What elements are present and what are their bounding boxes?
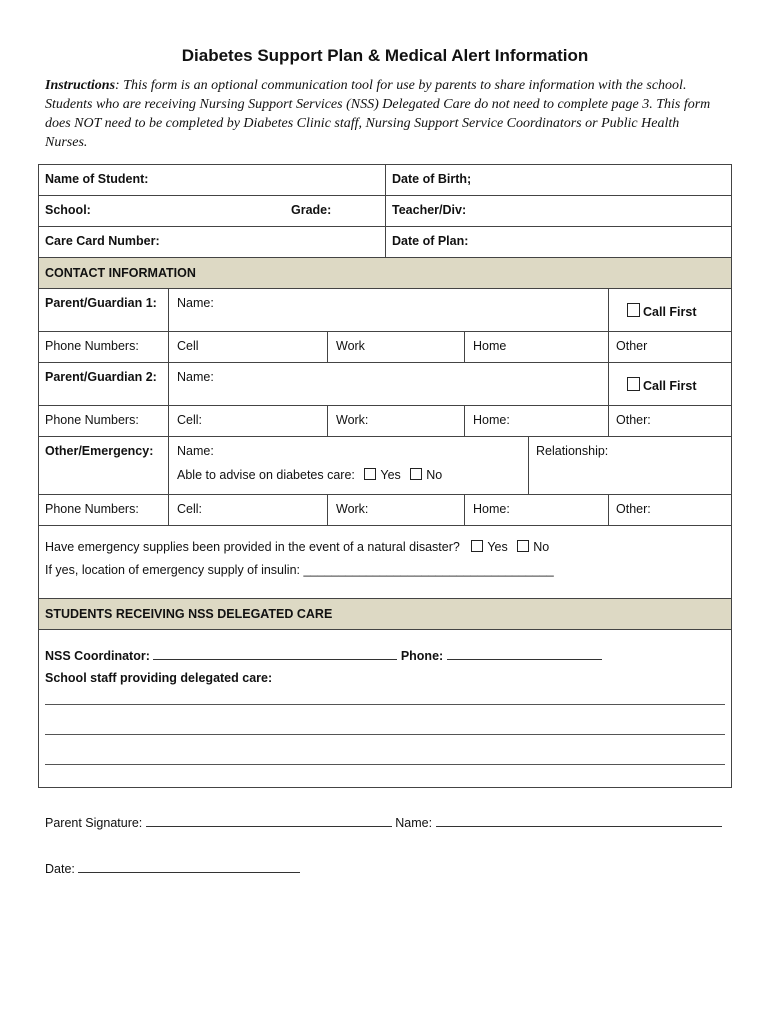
form-title: Diabetes Support Plan & Medical Alert Information — [181, 46, 589, 65]
parent2-call-first[interactable] — [608, 363, 731, 405]
row-care-card — [39, 227, 731, 258]
nss-coordinator-row — [45, 648, 602, 663]
other-emergency-label: Other/Emergency: — [45, 444, 154, 458]
contact-heading: CONTACT INFORMATION — [45, 266, 196, 280]
row-parent1 — [39, 289, 731, 332]
nss-phone-label: Phone: — [400, 649, 444, 663]
advise-no-checkbox[interactable] — [410, 468, 422, 480]
supplies-no-label: No — [533, 540, 550, 554]
parent1-name-label: Name: — [177, 296, 214, 310]
contact-heading-row — [39, 258, 731, 289]
supplies-yes-checkbox[interactable] — [471, 540, 483, 552]
form-table — [38, 164, 732, 788]
parent1-name-field[interactable] — [168, 289, 608, 331]
advise-yes-checkbox[interactable] — [364, 468, 376, 480]
parent2-work-field[interactable]: Work: — [327, 406, 464, 436]
signature-name-line[interactable] — [436, 815, 722, 827]
phone-numbers-label: Phone Numbers: — [45, 339, 139, 353]
dob-label: Date of Birth; — [392, 172, 472, 186]
parent2-other-field[interactable]: Other: — [608, 406, 731, 436]
parent1-other-field[interactable]: Other — [608, 332, 731, 362]
date-label: Date: — [45, 862, 75, 876]
checkbox-icon[interactable] — [627, 377, 640, 391]
supply-location-field[interactable] — [45, 563, 554, 577]
advise-yes-label: Yes — [380, 468, 401, 482]
parent1-home-field[interactable]: Home — [464, 332, 608, 362]
emergency-name-label: Name: — [177, 444, 214, 458]
call-first-label: Call First — [643, 379, 697, 393]
school-staff-label: School staff providing delegated care: — [45, 671, 273, 685]
advise-row — [177, 468, 528, 482]
grade-label: Grade: — [291, 203, 332, 217]
parent-signature-label: Parent Signature: — [45, 816, 143, 830]
instructions-label: Instructions — [45, 78, 116, 93]
row-student-name — [39, 165, 731, 196]
plan-date-field[interactable] — [385, 227, 731, 257]
emergency-cell-field[interactable]: Cell: — [168, 495, 327, 525]
call-first-label: Call First — [643, 305, 697, 319]
parent1-work-field[interactable]: Work — [327, 332, 464, 362]
date-row — [45, 861, 300, 876]
parent2-label: Parent/Guardian 2: — [45, 370, 157, 384]
student-name-field[interactable] — [39, 165, 385, 195]
nss-phone-line[interactable] — [447, 648, 602, 660]
nss-section — [39, 630, 731, 787]
relationship-label: Relationship: — [536, 444, 609, 458]
student-name-label: Name of Student: — [45, 172, 149, 186]
row-parent2-phones — [39, 406, 731, 437]
supplies-no-checkbox[interactable] — [517, 540, 529, 552]
care-card-field[interactable] — [39, 227, 385, 257]
supply-location-label: If yes, location of emergency supply of insulin: ____________________________________ — [45, 563, 554, 577]
signature-name-label: Name: — [395, 816, 433, 830]
row-emergency-phones — [39, 495, 731, 526]
advise-label: Able to advise on diabetes care: — [177, 468, 355, 482]
date-line[interactable] — [78, 861, 300, 873]
care-card-label: Care Card Number: — [45, 234, 160, 248]
emergency-other-field[interactable]: Other: — [608, 495, 731, 525]
advise-no-label: No — [426, 468, 443, 482]
supplies-yes-label: Yes — [487, 540, 508, 554]
supplies-question-row — [45, 540, 549, 554]
parent-signature-line[interactable] — [146, 815, 392, 827]
phone-numbers-label: Phone Numbers: — [45, 502, 139, 516]
checkbox-icon[interactable] — [627, 303, 640, 317]
emergency-home-field[interactable]: Home: — [464, 495, 608, 525]
instructions-text: : This form is an optional communication tool for use by parents to share information with the school. Students who are receiving Nursing Support Services (NSS) Delegated Care do not need to complete page 3. This form does NOT need to be completed by Diabetes Clinic staff, Nursing Support Service Coordinators or Public Health Nurses. — [45, 78, 711, 150]
teacher-label: Teacher/Div: — [392, 203, 467, 217]
supplies-question: Have emergency supplies been provided in the event of a natural disaster? — [45, 540, 460, 554]
school-label: School: — [45, 203, 91, 217]
nss-heading: STUDENTS RECEIVING NSS DELEGATED CARE — [45, 607, 333, 621]
row-other-emergency — [39, 437, 731, 495]
plan-date-label: Date of Plan: — [392, 234, 469, 248]
staff-line-2[interactable] — [45, 734, 725, 735]
staff-line-1[interactable] — [45, 704, 725, 705]
signature-row — [45, 815, 722, 830]
parent1-cell-field[interactable]: Cell — [168, 332, 327, 362]
emergency-work-field[interactable]: Work: — [327, 495, 464, 525]
nss-coordinator-line[interactable] — [153, 648, 397, 660]
staff-line-3[interactable] — [45, 764, 725, 765]
emergency-name-field[interactable] — [168, 437, 528, 494]
parent1-label: Parent/Guardian 1: — [45, 296, 157, 310]
phone-numbers-label: Phone Numbers: — [45, 413, 139, 427]
parent2-cell-field[interactable]: Cell: — [168, 406, 327, 436]
parent2-name-label: Name: — [177, 370, 214, 384]
nss-coordinator-label: NSS Coordinator: — [45, 649, 150, 663]
parent2-home-field[interactable]: Home: — [464, 406, 608, 436]
instructions — [45, 76, 725, 152]
relationship-field[interactable] — [528, 437, 731, 494]
row-school — [39, 196, 731, 227]
row-parent1-phones — [39, 332, 731, 363]
parent1-call-first[interactable] — [608, 289, 731, 331]
teacher-field[interactable] — [385, 196, 731, 226]
row-parent2 — [39, 363, 731, 406]
nss-heading-row — [39, 599, 731, 630]
row-emergency-supplies — [39, 526, 731, 599]
dob-field[interactable] — [385, 165, 731, 195]
parent2-name-field[interactable] — [168, 363, 608, 405]
school-field[interactable] — [39, 196, 385, 226]
